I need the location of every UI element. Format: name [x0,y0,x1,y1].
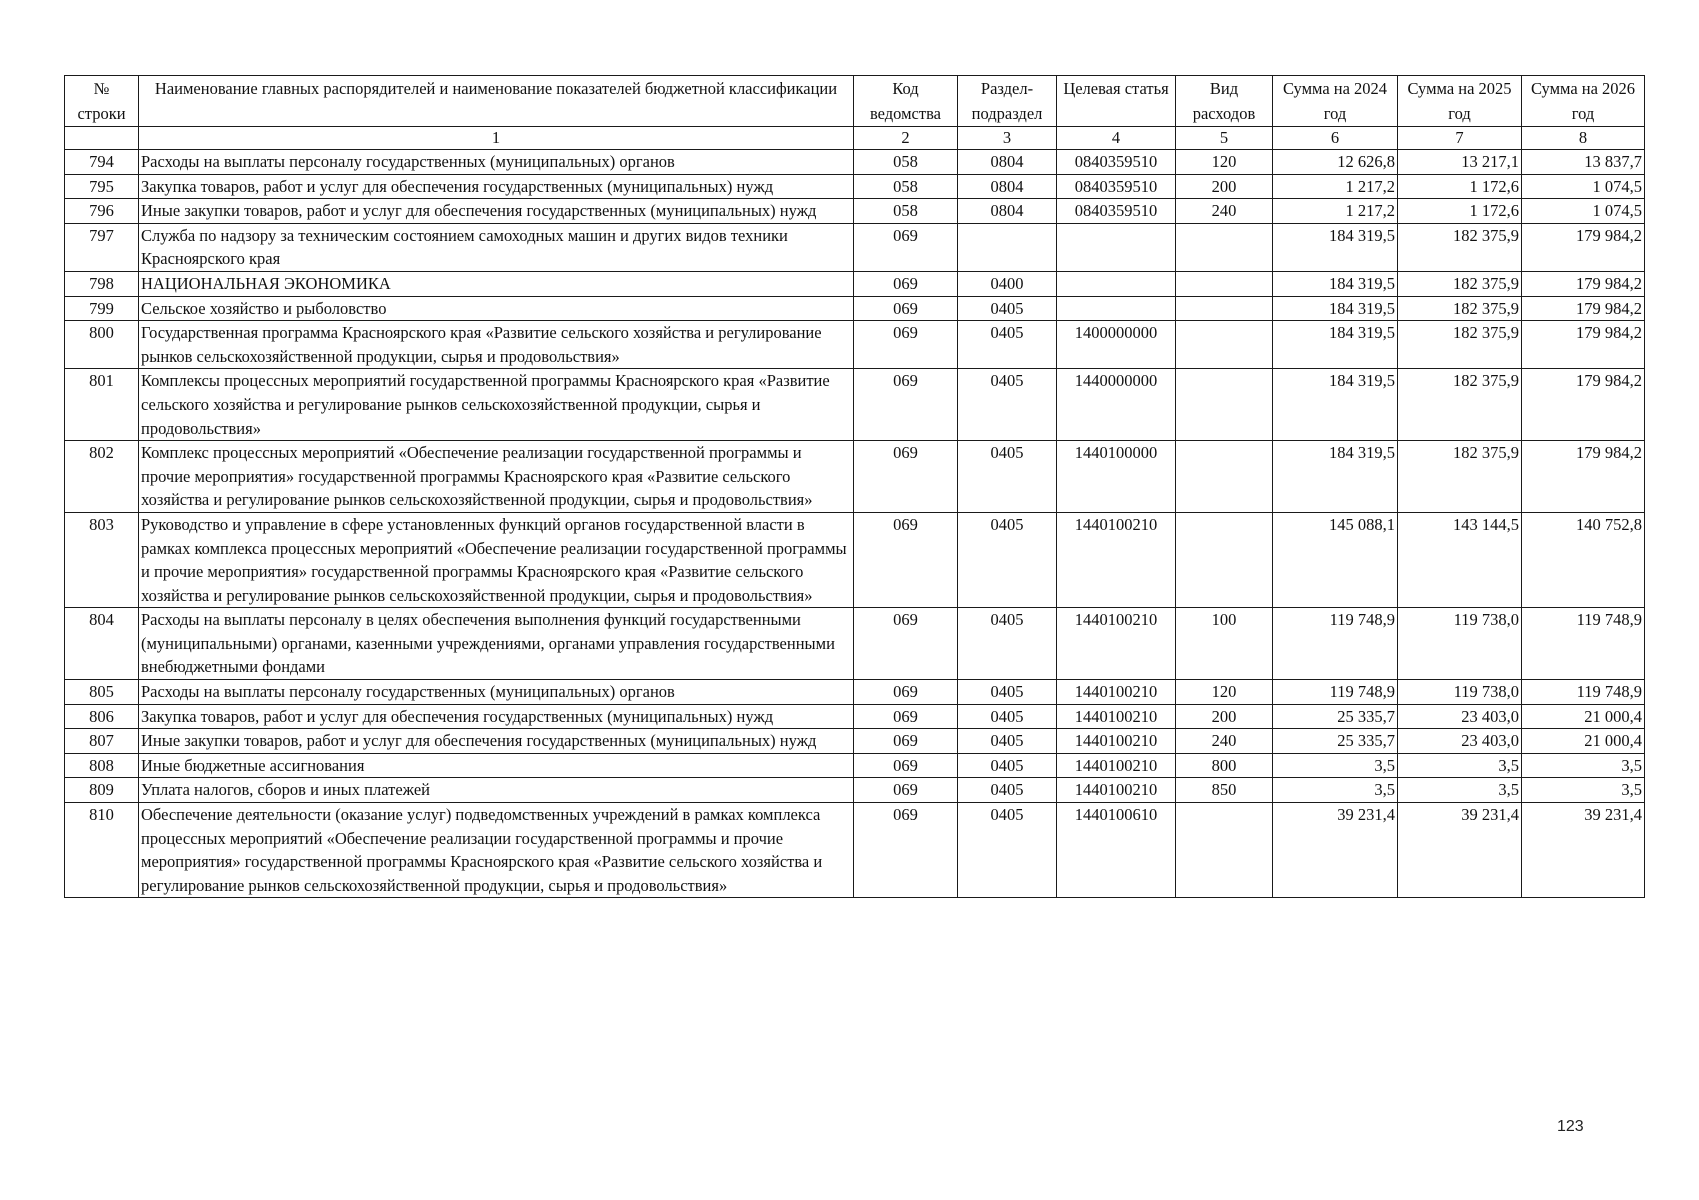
table-row [65,512,1645,607]
expense-type: 200 [1176,174,1273,199]
target-article [1057,271,1176,296]
sum-2026: 39 231,4 [1522,803,1645,898]
section-code: 0405 [958,608,1057,680]
expense-type: 200 [1176,704,1273,729]
row-name: Иные закупки товаров, работ и услуг для обеспечения государственных (муниципальных) нужд [139,729,854,754]
department-code: 069 [854,271,958,296]
sum-2025: 182 375,9 [1398,223,1522,271]
sum-2026: 21 000,4 [1522,729,1645,754]
section-code: 0405 [958,729,1057,754]
sum-2025: 3,5 [1398,753,1522,778]
header-row [65,76,1645,127]
row-number: 801 [65,369,139,441]
department-code: 069 [854,223,958,271]
table-row [65,271,1645,296]
target-article: 0840359510 [1057,150,1176,175]
department-code: 058 [854,174,958,199]
section-code: 0405 [958,512,1057,607]
sum-2026: 140 752,8 [1522,512,1645,607]
section-code: 0804 [958,150,1057,175]
table-row [65,369,1645,441]
section-code: 0405 [958,369,1057,441]
expense-type [1176,296,1273,321]
target-article: 1440100210 [1057,753,1176,778]
sum-2026: 3,5 [1522,778,1645,803]
row-number: 803 [65,512,139,607]
department-code: 069 [854,729,958,754]
row-name: Сельское хозяйство и рыболовство [139,296,854,321]
row-name: Расходы на выплаты персоналу в целях обеспечения выполнения функций государственными (муниципальными) органами, казенными учреждениями, органами управления государственными внебюджетными фондами [139,608,854,680]
target-article: 1440100210 [1057,704,1176,729]
column-number: 5 [1176,127,1273,150]
sum-2024: 3,5 [1273,753,1398,778]
target-article: 0840359510 [1057,174,1176,199]
table-row [65,296,1645,321]
table-row [65,729,1645,754]
column-number: 8 [1522,127,1645,150]
sum-2025: 1 172,6 [1398,174,1522,199]
row-name: Обеспечение деятельности (оказание услуг) подведомственных учреждений в рамках комплекса процессных мероприятий «Обеспечение реализации государственной программы и прочие мероприятия» государственной программы Красноярского края «Развитие сельского хозяйства и регулирование рынков сельскохозяйственной продукции, сырья и продовольствия» [139,803,854,898]
header-department-code: Код ведомства [854,76,958,127]
sum-2024: 184 319,5 [1273,223,1398,271]
sum-2026: 119 748,9 [1522,680,1645,705]
sum-2026: 179 984,2 [1522,271,1645,296]
table-row [65,150,1645,175]
table-row [65,803,1645,898]
department-code: 069 [854,321,958,369]
row-number: 804 [65,608,139,680]
sum-2026: 3,5 [1522,753,1645,778]
department-code: 069 [854,441,958,513]
department-code: 069 [854,608,958,680]
sum-2025: 3,5 [1398,778,1522,803]
sum-2026: 179 984,2 [1522,441,1645,513]
header-sum-2025: Сумма на 2025 год [1398,76,1522,127]
sum-2025: 1 172,6 [1398,199,1522,224]
sum-2025: 182 375,9 [1398,271,1522,296]
table-row [65,704,1645,729]
expense-type: 100 [1176,608,1273,680]
sum-2025: 143 144,5 [1398,512,1522,607]
department-code: 069 [854,704,958,729]
department-code: 069 [854,369,958,441]
expense-type [1176,441,1273,513]
sum-2026: 179 984,2 [1522,321,1645,369]
sum-2026: 179 984,2 [1522,296,1645,321]
row-name: Руководство и управление в сфере установленных функций органов государственной власти в рамках комплекса процессных мероприятий «Обеспечение реализации государственной программы и прочие мероприятия» государственной программы Красноярского края «Развитие сельского хозяйства и регулирование рынков сельскохозяйственной продукции, сырья и продовольствия» [139,512,854,607]
target-article: 1440000000 [1057,369,1176,441]
department-code: 069 [854,680,958,705]
section-code [958,223,1057,271]
row-number: 810 [65,803,139,898]
row-name: Иные бюджетные ассигнования [139,753,854,778]
table-row [65,223,1645,271]
sum-2025: 13 217,1 [1398,150,1522,175]
sum-2026: 119 748,9 [1522,608,1645,680]
table-body [65,150,1645,898]
sum-2025: 23 403,0 [1398,704,1522,729]
header-expense-type: Вид расходов [1176,76,1273,127]
row-number: 806 [65,704,139,729]
column-number: 6 [1273,127,1398,150]
section-code: 0804 [958,199,1057,224]
section-code: 0405 [958,803,1057,898]
row-number: 807 [65,729,139,754]
target-article: 1440100210 [1057,778,1176,803]
sum-2025: 119 738,0 [1398,608,1522,680]
target-article: 1440100210 [1057,680,1176,705]
budget-table [64,75,1645,898]
table-row [65,608,1645,680]
section-code: 0405 [958,704,1057,729]
expense-type [1176,369,1273,441]
column-number-row [65,127,1645,150]
target-article [1057,296,1176,321]
department-code: 058 [854,150,958,175]
row-name: Иные закупки товаров, работ и услуг для обеспечения государственных (муниципальных) нужд [139,199,854,224]
section-code: 0405 [958,680,1057,705]
sum-2024: 184 319,5 [1273,369,1398,441]
sum-2026: 1 074,5 [1522,174,1645,199]
page-number: 123 [1557,1118,1584,1135]
department-code: 069 [854,512,958,607]
expense-type: 240 [1176,199,1273,224]
row-name: Комплекс процессных мероприятий «Обеспечение реализации государственной программы и прочие мероприятия» государственной программы Красноярского края «Развитие сельского хозяйства и регулирование рынков сельскохозяйственной продукции, сырья и продовольствия» [139,441,854,513]
header-sum-2024: Сумма на 2024 год [1273,76,1398,127]
row-name: НАЦИОНАЛЬНАЯ ЭКОНОМИКА [139,271,854,296]
table-row [65,199,1645,224]
sum-2026: 179 984,2 [1522,223,1645,271]
sum-2026: 1 074,5 [1522,199,1645,224]
row-number: 796 [65,199,139,224]
row-name: Расходы на выплаты персоналу государственных (муниципальных) органов [139,150,854,175]
expense-type: 240 [1176,729,1273,754]
target-article: 1440100000 [1057,441,1176,513]
expense-type [1176,512,1273,607]
row-number: 808 [65,753,139,778]
row-name: Закупка товаров, работ и услуг для обеспечения государственных (муниципальных) нужд [139,704,854,729]
department-code: 058 [854,199,958,224]
sum-2025: 182 375,9 [1398,369,1522,441]
sum-2025: 182 375,9 [1398,321,1522,369]
department-code: 069 [854,296,958,321]
column-number: 2 [854,127,958,150]
header-sum-2026: Сумма на 2026 год [1522,76,1645,127]
header-section: Раздел-подраздел [958,76,1057,127]
target-article: 1440100210 [1057,729,1176,754]
expense-type [1176,271,1273,296]
target-article: 1440100210 [1057,608,1176,680]
row-number: 805 [65,680,139,705]
sum-2024: 1 217,2 [1273,174,1398,199]
section-code: 0405 [958,753,1057,778]
table-row [65,753,1645,778]
sum-2026: 179 984,2 [1522,369,1645,441]
sum-2024: 184 319,5 [1273,271,1398,296]
department-code: 069 [854,778,958,803]
sum-2024: 39 231,4 [1273,803,1398,898]
sum-2024: 25 335,7 [1273,704,1398,729]
sum-2024: 12 626,8 [1273,150,1398,175]
row-name: Государственная программа Красноярского края «Развитие сельского хозяйства и регулирование рынков сельскохозяйственной продукции, сырья и продовольствия» [139,321,854,369]
sum-2024: 119 748,9 [1273,608,1398,680]
column-number [65,127,139,150]
sum-2024: 1 217,2 [1273,199,1398,224]
expense-type: 800 [1176,753,1273,778]
column-number: 3 [958,127,1057,150]
target-article: 1440100610 [1057,803,1176,898]
row-number: 802 [65,441,139,513]
expense-type [1176,321,1273,369]
table-row [65,778,1645,803]
sum-2025: 182 375,9 [1398,296,1522,321]
sum-2025: 23 403,0 [1398,729,1522,754]
expense-type: 850 [1176,778,1273,803]
row-number: 795 [65,174,139,199]
row-name: Комплексы процессных мероприятий государственной программы Красноярского края «Развитие сельского хозяйства и регулирование рынков сельскохозяйственной продукции, сырья и продовольствия» [139,369,854,441]
department-code: 069 [854,803,958,898]
target-article: 1440100210 [1057,512,1176,607]
row-number: 809 [65,778,139,803]
section-code: 0405 [958,778,1057,803]
header-name: Наименование главных распорядителей и наименование показателей бюджетной классификации [139,76,854,127]
row-name: Уплата налогов, сборов и иных платежей [139,778,854,803]
row-name: Служба по надзору за техническим состоянием самоходных машин и других видов техники Красноярского края [139,223,854,271]
row-number: 794 [65,150,139,175]
table-row [65,321,1645,369]
sum-2024: 119 748,9 [1273,680,1398,705]
section-code: 0405 [958,441,1057,513]
header-row-number: № строки [65,76,139,127]
table-row [65,174,1645,199]
target-article [1057,223,1176,271]
section-code: 0400 [958,271,1057,296]
section-code: 0405 [958,321,1057,369]
expense-type [1176,223,1273,271]
sum-2025: 182 375,9 [1398,441,1522,513]
row-name: Закупка товаров, работ и услуг для обеспечения государственных (муниципальных) нужд [139,174,854,199]
table-row [65,680,1645,705]
department-code: 069 [854,753,958,778]
row-number: 800 [65,321,139,369]
row-number: 799 [65,296,139,321]
target-article: 1400000000 [1057,321,1176,369]
sum-2025: 119 738,0 [1398,680,1522,705]
column-number: 1 [139,127,854,150]
sum-2024: 184 319,5 [1273,441,1398,513]
section-code: 0405 [958,296,1057,321]
target-article: 0840359510 [1057,199,1176,224]
sum-2026: 21 000,4 [1522,704,1645,729]
expense-type: 120 [1176,150,1273,175]
table-row [65,441,1645,513]
sum-2025: 39 231,4 [1398,803,1522,898]
sum-2024: 145 088,1 [1273,512,1398,607]
section-code: 0804 [958,174,1057,199]
row-name: Расходы на выплаты персоналу государственных (муниципальных) органов [139,680,854,705]
header-target-article: Целевая статья [1057,76,1176,127]
column-number: 4 [1057,127,1176,150]
row-number: 798 [65,271,139,296]
sum-2024: 184 319,5 [1273,296,1398,321]
column-number: 7 [1398,127,1522,150]
sum-2024: 25 335,7 [1273,729,1398,754]
row-number: 797 [65,223,139,271]
expense-type: 120 [1176,680,1273,705]
sum-2024: 3,5 [1273,778,1398,803]
sum-2024: 184 319,5 [1273,321,1398,369]
expense-type [1176,803,1273,898]
sum-2026: 13 837,7 [1522,150,1645,175]
